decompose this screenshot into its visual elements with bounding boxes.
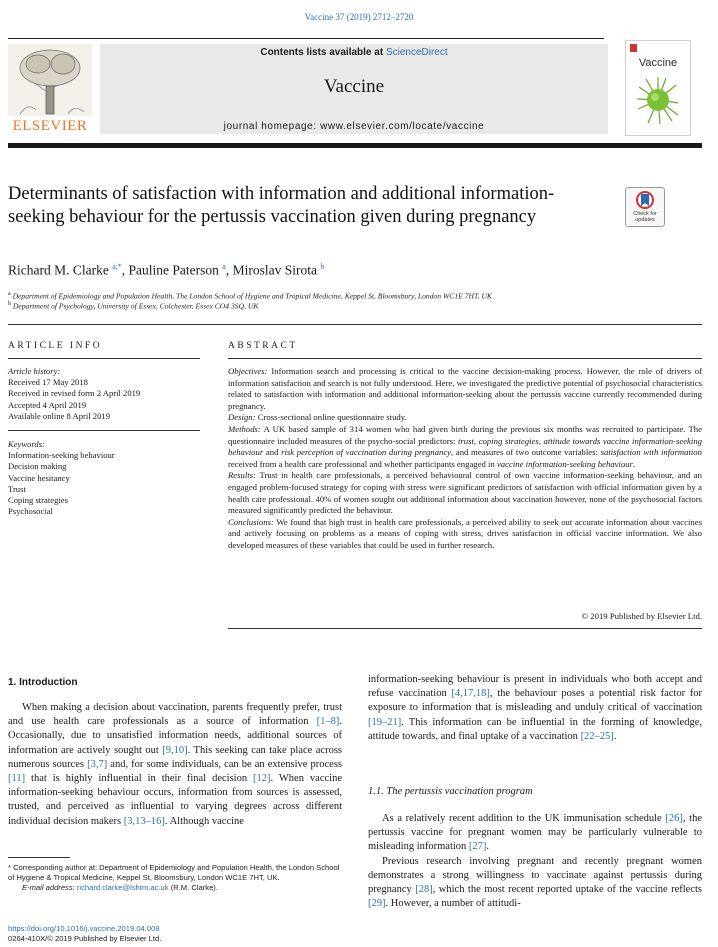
- homepage-link[interactable]: www.elsevier.com/locate/vaccine: [320, 121, 485, 132]
- header-top-rule: [8, 38, 604, 39]
- body-text: , which the most recent reported uptake of the vaccine reflects: [432, 884, 702, 896]
- bookmark-icon: [636, 191, 654, 211]
- keyword: Vaccine hesitancy: [8, 472, 70, 483]
- divider: [8, 324, 702, 325]
- body-text: As a relatively recent addition to the UK immunisation schedule: [382, 813, 666, 824]
- paragraph: [368, 855, 702, 912]
- header-bottom-rule: [8, 143, 702, 148]
- citation-link[interactable]: [9,10]: [162, 744, 188, 756]
- abstract-methods: [228, 424, 702, 470]
- check-for-updates-label: Check for updates: [633, 211, 657, 223]
- author-name[interactable]: Richard M. Clarke: [8, 262, 109, 278]
- paragraph: [368, 812, 702, 855]
- methods-text: A UK based sample of 314 women who had given birth during the previous six months was recruited to participate. The questionnaire included measures of the psycho-social predictors:: [228, 423, 702, 446]
- cover-title: Vaccine: [638, 57, 678, 69]
- paragraph: [8, 701, 342, 829]
- citation-link[interactable]: [3,13–16]: [123, 815, 165, 827]
- journal-homepage: [100, 121, 608, 132]
- body-text: information-seeking behaviour is present in individuals who both accept and refuse vaccination: [368, 674, 702, 700]
- divider: [8, 358, 200, 359]
- history-item: Received 17 May 2018: [8, 377, 88, 388]
- methods-text: .: [633, 458, 636, 469]
- abstract-objectives: [228, 366, 702, 412]
- keyword: Information-seeking behaviour: [8, 450, 115, 461]
- body-text: . However, a number of attitudi-: [385, 898, 521, 910]
- results-text: Trust in health care professionals, a perceived behavioural control of own vaccine information-seeking behaviour, and an engaged problem-focused strategy for coping with stress were significant predictors of satisfaction with official information given by a health care professional. 40% of women sought out additional information about vaccination however, none of the psychosocial factors measured significantly predicted the behaviour.: [228, 470, 702, 516]
- body-text: , the pertussis vaccine for pregnant women may be particularly vulnerable to misleading information: [368, 813, 702, 853]
- body-text: .: [486, 841, 490, 853]
- citation-link[interactable]: [19–21]: [368, 716, 402, 728]
- body-text: that is highly influential in their final decision: [25, 773, 254, 785]
- methods-text: and: [263, 447, 282, 458]
- abstract-results: [228, 470, 702, 516]
- keywords: [8, 439, 198, 517]
- methods-text: trust, coping strategies, attitude towards vaccine information-seeking behaviour: [228, 435, 703, 458]
- conclusions-text: We found that high trust in health care professionals, a perceived ability to seek out accurate information about vaccines and actively focusing on problems as a means of coping with stress, drives satisfaction in official vaccine information. We also developed measures of these variables that could be used in further research.: [228, 516, 702, 550]
- citation-link[interactable]: [1–8]: [316, 716, 340, 728]
- contents-prefix: Contents lists available at: [260, 47, 386, 58]
- corresponding-author-note: * Corresponding author at: Department of Epidemiology and Population Health, the London School of Hygiene & Tropical Medicine, Keppel St, Bloomsbury, London WC1E 7HT, UK.: [8, 863, 340, 882]
- affiliation-text: Department of Epidemiology and Population Health, The London School of Hygiene and Tropical Medicine, Keppel St, Bloomsbury, London WC1E 7HT, UK: [12, 291, 492, 301]
- methods-text: satisfaction with information: [600, 447, 702, 458]
- divider: [8, 430, 200, 431]
- contents-line: [100, 47, 608, 58]
- body-text: . Occasionally, due to unsatisfied information needs, additional sources of information are actively sought out: [8, 716, 342, 756]
- author-affiliation-marker[interactable]: b: [320, 262, 325, 271]
- citation-link[interactable]: [27]: [468, 841, 487, 853]
- methods-label: Methods:: [228, 423, 261, 434]
- objectives-label: Objectives:: [228, 366, 268, 376]
- citation-link[interactable]: [22–25]: [580, 730, 614, 742]
- affiliation-marker: a: [8, 291, 11, 297]
- history-label: Article history:: [8, 366, 61, 376]
- article-history: [8, 366, 198, 422]
- cover-badge: [630, 44, 637, 52]
- design-label: Design:: [228, 412, 256, 423]
- email-label: E-mail address:: [22, 883, 77, 892]
- article-info-heading: ARTICLE INFO: [8, 341, 103, 351]
- citation-link[interactable]: [28]: [415, 884, 433, 896]
- check-for-updates-button[interactable]: [625, 187, 665, 227]
- author-name[interactable]: Pauline Paterson: [128, 262, 219, 278]
- keyword: Decision making: [8, 461, 67, 472]
- divider: [228, 628, 702, 629]
- body-text: and, for some individuals, can be an extensive process: [107, 758, 342, 770]
- body-text: . This seeking can take place across numerous sources: [8, 744, 342, 770]
- author-list: Richard M. Clarke $^{a,*}$, Pauline Paterson $^a$, Miroslav Sirota $^b$: [8, 262, 325, 278]
- author-affiliation-marker[interactable]: a,*: [112, 262, 122, 271]
- methods-text: risk perception of vaccination during pregnancy: [281, 447, 452, 458]
- methods-text: received from a health care professional and whether participants engaged in: [228, 458, 497, 469]
- results-label: Results:: [228, 470, 256, 481]
- design-text: Cross-sectional online questionnaire study.: [257, 412, 407, 423]
- affiliation-text: Department of Psychology, University of Essex, Colchester, Essex CO4 3SQ, UK: [12, 301, 259, 311]
- body-text: , the behaviour poses a potential risk factor for exposure to information that is misleading and unduly critical of vaccination: [368, 688, 702, 714]
- journal-header-box: [100, 44, 608, 134]
- author-affiliation-marker[interactable]: a: [222, 262, 226, 271]
- citation-link[interactable]: [12]: [253, 773, 271, 785]
- citation-link[interactable]: [3,7]: [87, 758, 108, 770]
- body-left-column: [8, 701, 342, 829]
- divider: [228, 358, 702, 359]
- methods-text: , and measures of two outcome variables:: [451, 447, 601, 458]
- issn-line: 0264-410X/© 2019 Published by Elsevier Ltd.: [8, 934, 162, 944]
- body-text: When making a decision about vaccination, parents frequently prefer, trust and use health care professionals as a source of information: [8, 702, 342, 728]
- journal-citation-link[interactable]: Vaccine 37 (2019) 2712–2720: [304, 12, 414, 22]
- homepage-prefix: journal homepage:: [223, 121, 321, 132]
- journal-cover-thumbnail[interactable]: [625, 40, 691, 136]
- doi-block: [8, 924, 161, 944]
- virus-icon: [636, 75, 680, 125]
- affiliation: [8, 301, 258, 311]
- citation-link[interactable]: [29]: [368, 898, 386, 910]
- affiliation-marker: b: [8, 301, 11, 307]
- abstract-copyright: © 2019 Published by Elsevier Ltd.: [581, 611, 702, 621]
- paragraph: [368, 673, 702, 744]
- footnote-rule: [8, 857, 70, 858]
- abstract-design: [228, 412, 702, 424]
- elsevier-wordmark: ELSEVIER: [12, 118, 88, 134]
- subsection-title: 1.1. The pertussis vaccination program: [368, 786, 533, 797]
- abstract-conclusions: [228, 517, 702, 552]
- keyword: Trust: [8, 483, 26, 494]
- affiliation: [8, 291, 492, 301]
- body-text: Previous research involving pregnant and recently pregnant women demonstrates a strong willingness to vaccinate against pertussis during pregnancy: [368, 855, 702, 896]
- citation-link[interactable]: [11]: [8, 773, 26, 785]
- objectives-text: Information search and processing is critical to the vaccine decision-making process. However, the role of drivers of information satisfaction and search is not fully understood. Here, we investigated the predictive potential of psychosocial characteristics related to satisfaction with information and additional information-seeking about the pertussis vaccine currently recommended during pregnancy.: [228, 366, 702, 411]
- body-text: .: [613, 730, 617, 742]
- abstract-heading: ABSTRACT: [228, 341, 298, 351]
- doi-link[interactable]: https://doi.org/10.1016/j.vaccine.2019.04.008: [8, 924, 160, 933]
- methods-text: vaccine information-seeking behaviour: [496, 458, 634, 469]
- email-line: [8, 883, 342, 893]
- citation-link[interactable]: [4,17,18]: [451, 688, 490, 700]
- section-title: 1. Introduction: [8, 677, 78, 688]
- body-text: . Although vaccine: [164, 815, 244, 827]
- keywords-label: Keywords:: [8, 439, 45, 449]
- sciencedirect-link[interactable]: ScienceDirect: [385, 47, 448, 58]
- history-item: Received in revised form 2 April 2019: [8, 388, 141, 399]
- keyword: Psychosocial: [8, 506, 53, 517]
- email-suffix: (R.M. Clarke).: [168, 883, 218, 892]
- footnote: [8, 863, 342, 893]
- body-text: . When vaccine information-seeking behaviour occurs, information from sources is assessed, trusted, and perceived as influential to varying degrees across different individual decision makers: [8, 773, 342, 827]
- article-title: Determinants of satisfaction with information and additional information-seeking behaviour for the pertussis vaccination given during pregnancy: [8, 184, 555, 227]
- body-text: . This information can be influential in the forming of knowledge, attitude towards, and final uptake of a vaccination: [368, 716, 702, 742]
- citation-link[interactable]: [26]: [665, 813, 683, 824]
- history-item: Available online 8 April 2019: [8, 410, 110, 421]
- journal-title: Vaccine: [323, 76, 385, 97]
- author-name[interactable]: Miroslav Sirota: [232, 262, 317, 278]
- body-right-column: [368, 673, 702, 744]
- email-link[interactable]: richard.clarke@lshtm.ac.uk: [76, 883, 169, 892]
- conclusions-label: Conclusions:: [228, 516, 274, 527]
- history-item: Accepted 4 April 2019: [8, 399, 87, 410]
- abstract-body: [228, 366, 702, 552]
- keyword: Coping strategies: [8, 495, 68, 506]
- body-right-column-2: [368, 812, 702, 911]
